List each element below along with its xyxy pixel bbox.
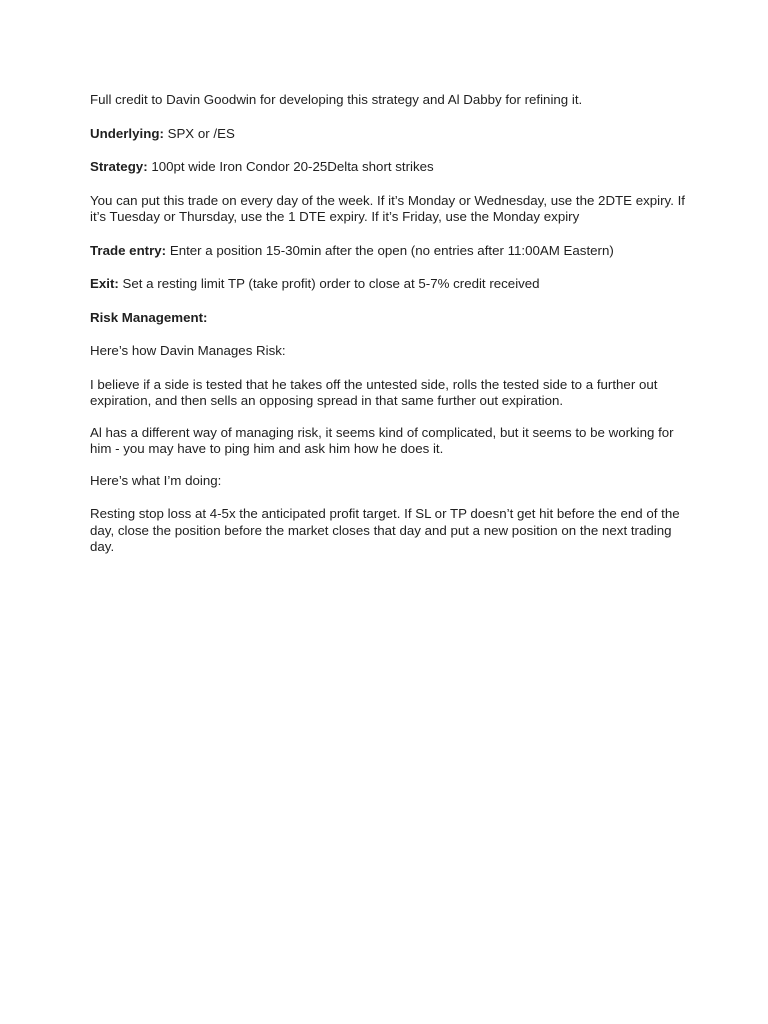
exit-value: Set a resting limit TP (take profit) order to close at 5-7% credit received [118,276,540,291]
strategy-line [90,159,690,176]
strategy-value: 100pt wide Iron Condor 20-25Delta short strikes [147,159,434,174]
strategy-label: Strategy: [90,159,148,174]
trade-entry-value: Enter a position 15-30min after the open (no entries after 11:00AM Eastern) [166,242,614,258]
schedule-paragraph: You can put this trade on every day of the week. If it’s Monday or Wednesday, use the 2DTE expiry. If it’s Tuesday or Thursday, use the 1 DTE expiry. If it’s Friday, use the Monday expiry [90,192,685,224]
exit-line [90,276,690,293]
underlying-line [90,126,690,143]
al-method-paragraph: Al has a different way of managing risk, it seems kind of complicated, but it seems to be working for him - you may have to ping him and ask him how he does it. [90,424,674,456]
underlying-label: Underlying: [90,125,164,141]
trade-entry-line [90,243,690,260]
my-method-paragraph: Resting stop loss at 4-5x the anticipated profit target. If SL or TP doesn’t get hit before the end of the day, close the position before the market closes that day and put a new position on the next trading day. [90,506,680,554]
credit-line: Full credit to Davin Goodwin for developing this strategy and Al Dabby for refining it. [90,92,583,107]
underlying-value: SPX or /ES [163,125,235,141]
document-page [90,92,690,573]
trade-entry-label: Trade entry: [90,242,167,258]
davin-intro: Here’s how Davin Manages Risk: [90,343,286,358]
my-intro: Here’s what I’m doing: [90,472,222,488]
risk-management-heading: Risk Management: [90,309,208,325]
exit-label: Exit: [90,276,119,291]
davin-method-paragraph: I believe if a side is tested that he takes off the untested side, rolls the tested side to a further out expiration, and then sells an opposing spread in that same further out expiration. [90,376,658,408]
